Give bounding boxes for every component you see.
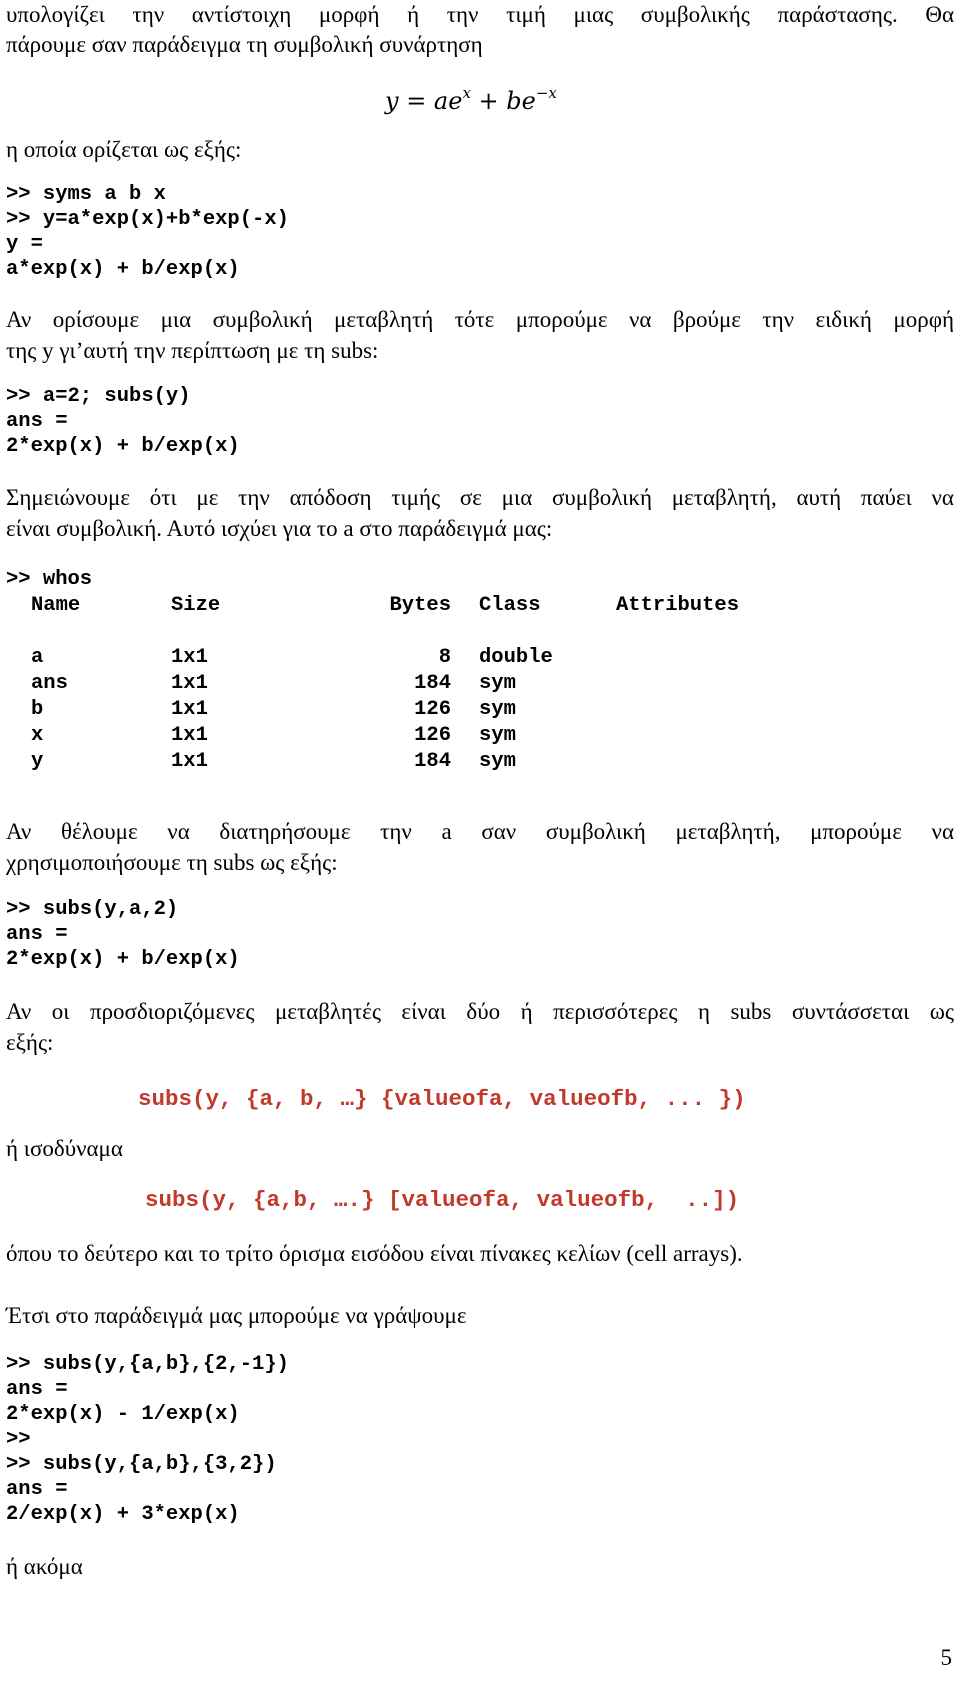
paragraph-5-line-1: Αν οι προσδιοριζόμενες μεταβλητές είναι δύο ή περισσότερες η subs συντάσσεται ως <box>6 999 954 1024</box>
whos-cell: 126 <box>414 697 451 721</box>
whos-row <box>6 670 776 696</box>
whos-header: Size <box>171 593 221 617</box>
whos-cell: 8 <box>438 645 451 669</box>
whos-row <box>6 748 776 774</box>
subs-syntax-1: subs(y, {a, b, …} {valueofa, valueofb, ... }) <box>138 1086 746 1112</box>
whos-cell <box>616 722 776 748</box>
code-line: >> subs(y,{a,b},{3,2}) <box>6 1453 277 1476</box>
whos-cell: x <box>31 723 44 747</box>
paragraph-2-line-2: της y γι’αυτή την περίπτωση με τη subs: <box>6 338 379 363</box>
or-also-text: ή ακόμα <box>6 1554 83 1579</box>
whos-header: Attributes <box>616 593 740 617</box>
whos-cell: 184 <box>414 671 451 695</box>
paragraph-7: Έτσι στο παράδειγμά μας μπορούμε να γράψουμε <box>6 1303 467 1328</box>
whos-cell: sym <box>479 671 516 695</box>
whos-cell: y <box>31 749 44 773</box>
paragraph-4-line-1: Αν θέλουμε να διατηρήσουμε την a σαν συμβολική μεταβλητή, μπορούμε να <box>6 819 954 844</box>
whos-header: Class <box>479 593 541 617</box>
code-line: >> subs(y,{a,b},{2,-1}) <box>6 1353 289 1376</box>
whos-cell <box>616 696 776 722</box>
whos-cell: a <box>31 645 44 669</box>
paragraph-5-line-2: εξής: <box>6 1030 54 1055</box>
equation <box>385 84 557 115</box>
paragraph-4-line-2: χρησιμοποιήσουμε τη subs ως εξής: <box>6 850 338 875</box>
whos-spacer-row <box>6 618 776 644</box>
whos-row <box>6 696 776 722</box>
whos-header-row <box>6 592 776 618</box>
equation-exp2: −x <box>535 84 557 102</box>
whos-cell: 1x1 <box>171 723 208 747</box>
whos-command: >> whos <box>6 568 93 591</box>
page-number: 5 <box>940 1645 952 1670</box>
code-line: y = <box>6 233 43 256</box>
whos-cell: 1x1 <box>171 749 208 773</box>
whos-cell: sym <box>479 749 516 773</box>
defined-as-text: η οποία ορίζεται ως εξής: <box>6 137 242 162</box>
equation-lhs: y = ae <box>385 87 463 115</box>
code-line: a*exp(x) + b/exp(x) <box>6 258 240 281</box>
whos-table <box>6 592 776 774</box>
code-line: >> a=2; subs(y) <box>6 385 191 408</box>
equation-mid: + be <box>470 87 536 115</box>
code-line: >> syms a b x <box>6 183 166 206</box>
whos-cell: double <box>479 645 553 669</box>
paragraph-3-line-2: είναι συμβολική. Αυτό ισχύει για το a στο παράδειγμά μας: <box>6 516 553 541</box>
whos-cell: 126 <box>414 723 451 747</box>
code-line: 2/exp(x) + 3*exp(x) <box>6 1503 240 1526</box>
code-line: 2*exp(x) + b/exp(x) <box>6 435 240 458</box>
subs-syntax-2: subs(y, {a,b, ….} [valueofa, valueofb, ..]) <box>145 1187 740 1213</box>
code-line: ans = <box>6 923 68 946</box>
code-line: >> y=a*exp(x)+b*exp(-x) <box>6 208 289 231</box>
code-line: 2*exp(x) + b/exp(x) <box>6 948 240 971</box>
code-line: >> subs(y,a,2) <box>6 898 179 921</box>
whos-cell: ans <box>31 671 68 695</box>
whos-cell <box>616 748 776 774</box>
whos-cell: 1x1 <box>171 697 208 721</box>
whos-cell: 184 <box>414 749 451 773</box>
code-line: ans = <box>6 1478 68 1501</box>
whos-header: Name <box>31 593 81 617</box>
code-line: 2*exp(x) - 1/exp(x) <box>6 1403 240 1426</box>
whos-cell: sym <box>479 697 516 721</box>
code-line: >> <box>6 1428 31 1451</box>
whos-header: Bytes <box>389 593 451 617</box>
intro-line-1: υπολογίζει την αντίστοιχη μορφή ή την τιμή μιας συμβολικής παράστασης. Θα <box>6 2 954 27</box>
code-line: ans = <box>6 410 68 433</box>
equation-exp1: x <box>462 84 471 102</box>
whos-cell <box>616 644 776 670</box>
whos-cell: b <box>31 697 44 721</box>
paragraph-2-line-1: Αν ορίσουμε μια συμβολική μεταβλητή τότε μπορούμε να βρούμε την ειδική μορφή <box>6 307 954 332</box>
intro-line-2: πάρουμε σαν παράδειγμα τη συμβολική συνάρτηση <box>6 32 483 57</box>
code-line: ans = <box>6 1378 68 1401</box>
whos-cell: 1x1 <box>171 645 208 669</box>
whos-cell <box>616 670 776 696</box>
paragraph-6: όπου το δεύτερο και το τρίτο όρισμα εισόδου είναι πίνακες κελίων (cell arrays). <box>6 1241 743 1266</box>
whos-cell: 1x1 <box>171 671 208 695</box>
whos-cell: sym <box>479 723 516 747</box>
equivalently-text: ή ισοδύναμα <box>6 1136 123 1161</box>
whos-row <box>6 722 776 748</box>
whos-row <box>6 644 776 670</box>
paragraph-3-line-1: Σημειώνουμε ότι με την απόδοση τιμής σε μια συμβολική μεταβλητή, αυτή παύει να <box>6 485 954 510</box>
